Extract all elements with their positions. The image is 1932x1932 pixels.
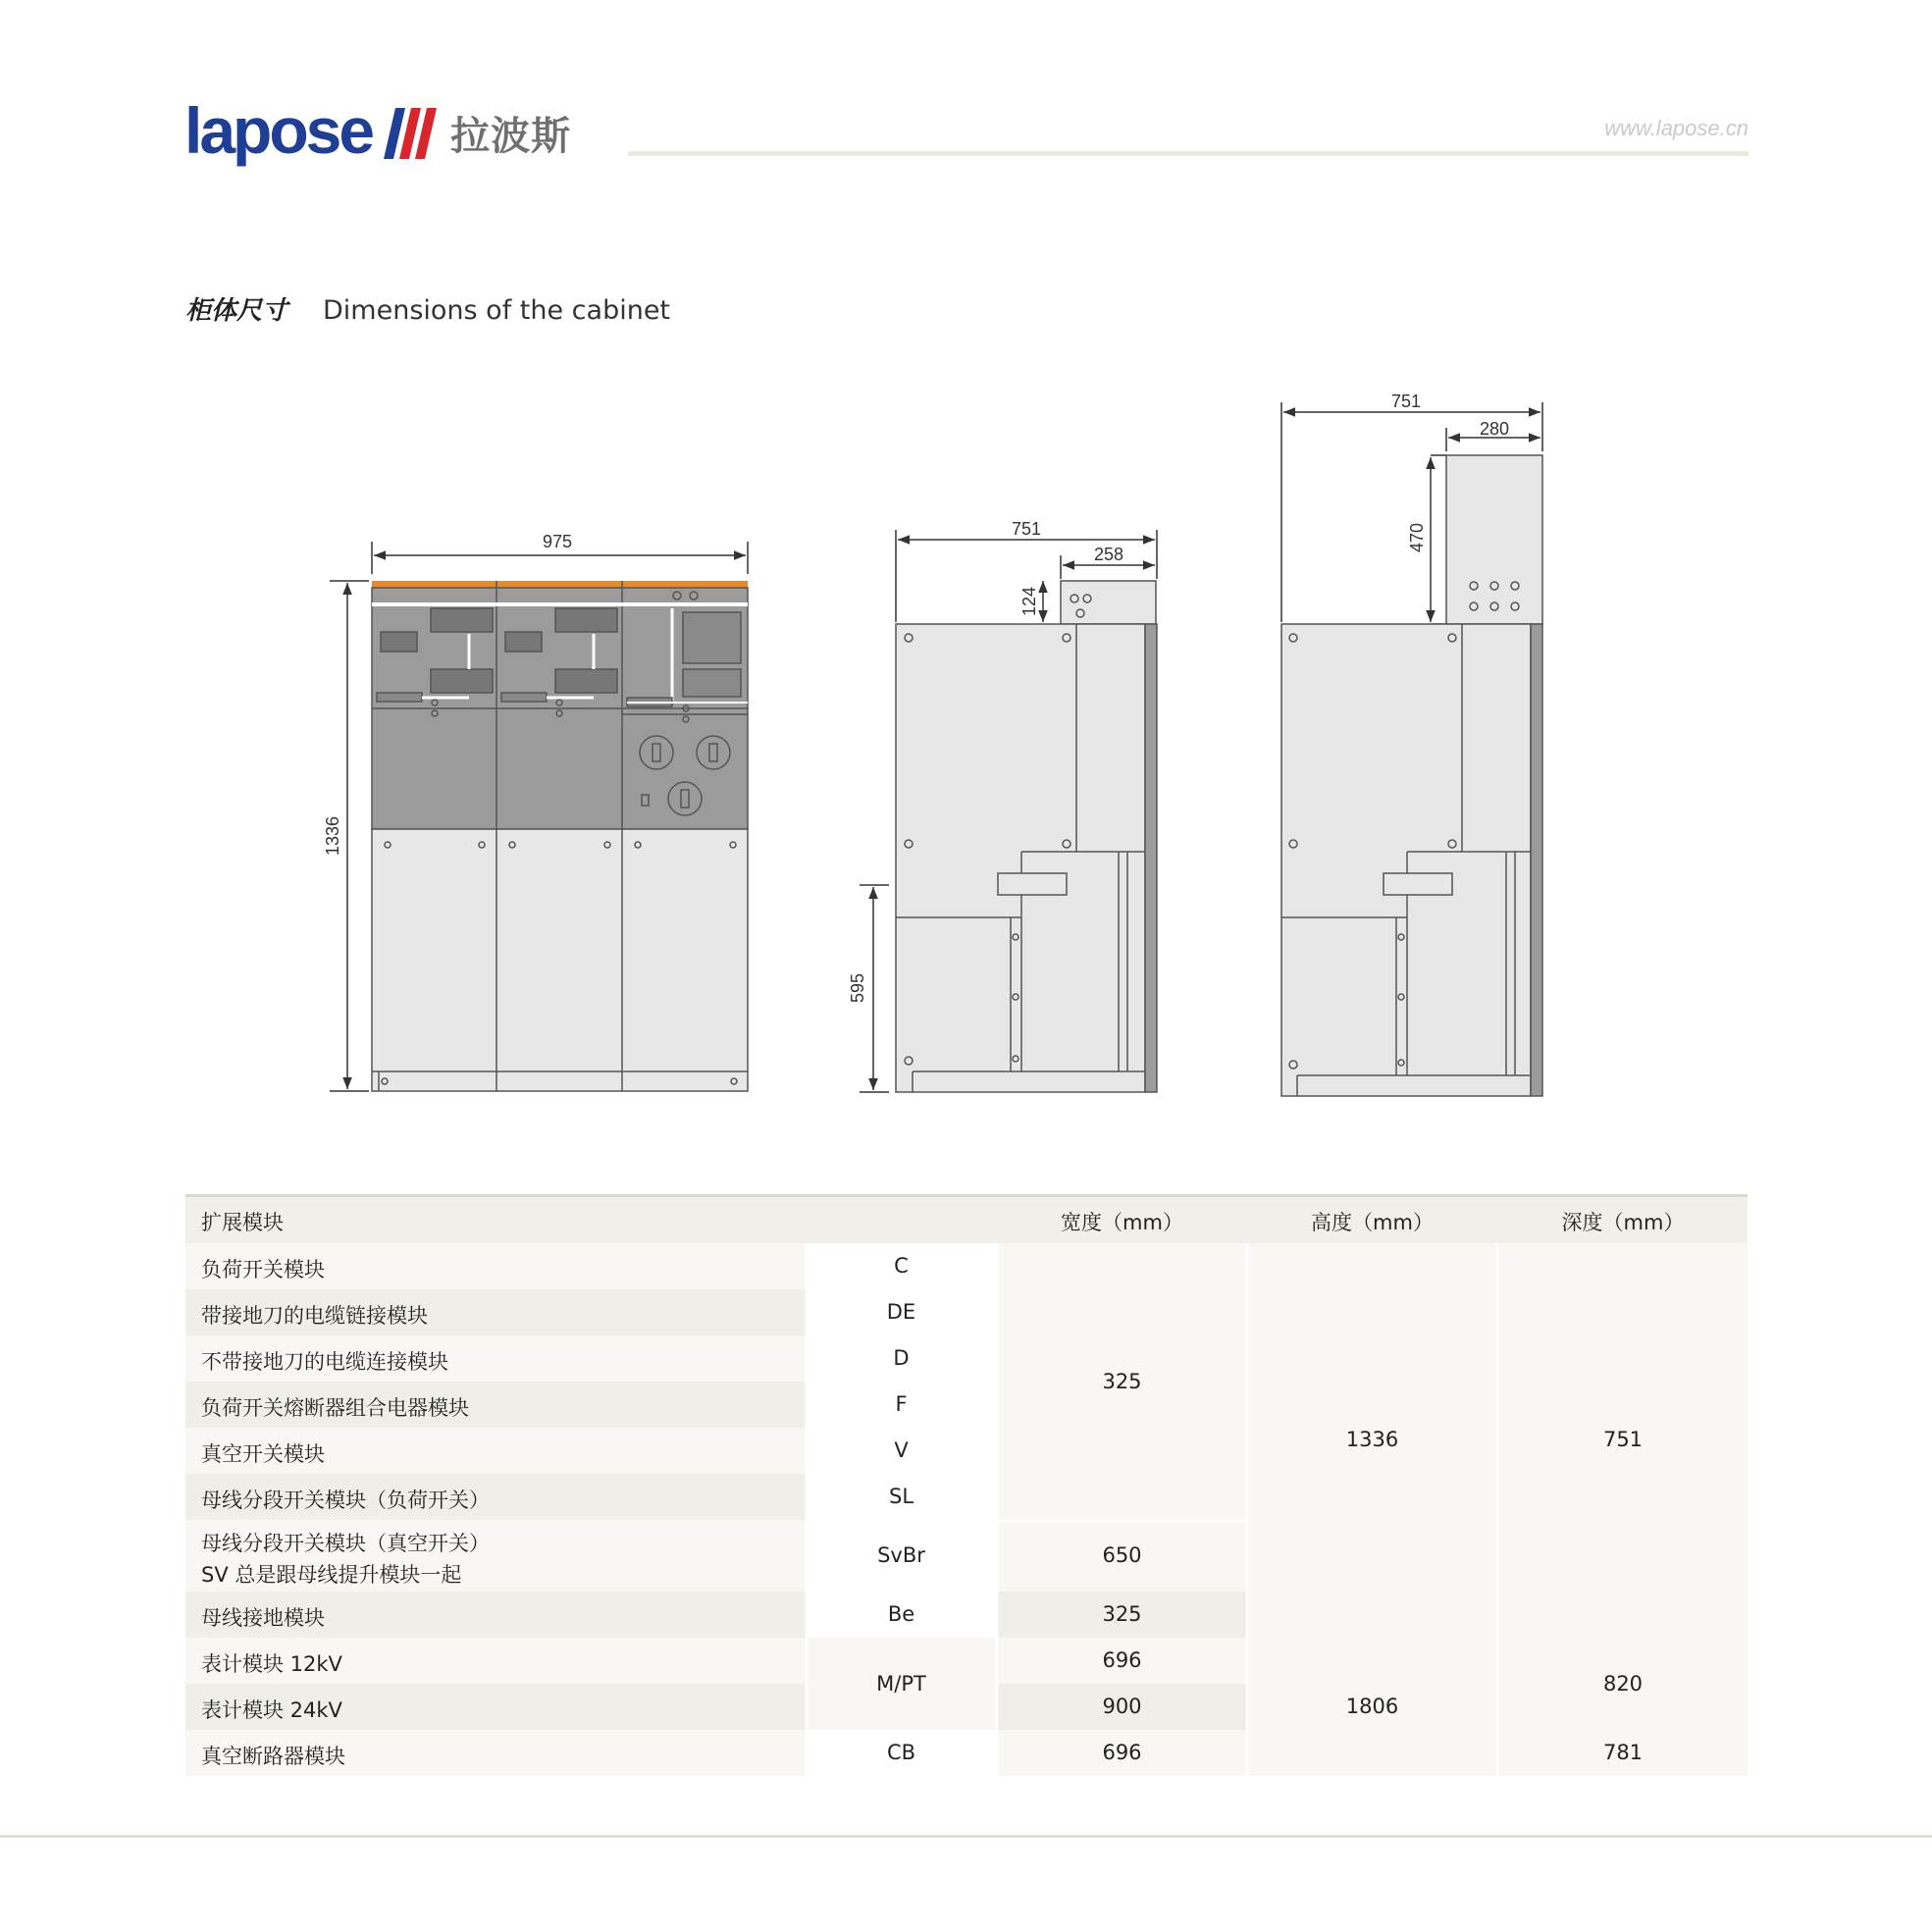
table-height: 1806	[1345, 1695, 1399, 1718]
website-url[interactable]: www.lapose.cn	[1604, 116, 1749, 140]
section-title-cn: 柜体尺寸	[185, 296, 288, 326]
table-width: 650	[1102, 1543, 1142, 1567]
table-height: 1336	[1345, 1428, 1399, 1451]
table-code: Be	[887, 1602, 915, 1626]
side1-lower-height-label: 595	[848, 972, 867, 1004]
table-row-note: SV 总是跟母线提升模块一起	[201, 1563, 462, 1587]
table-code: C	[894, 1254, 909, 1278]
table-code: D	[893, 1346, 910, 1370]
table-row: 表计模块 24kV	[201, 1698, 342, 1722]
table-code: M/PT	[876, 1672, 926, 1696]
front-height-label: 1336	[323, 815, 342, 857]
table-depth: 820	[1602, 1672, 1644, 1696]
table-code: F	[895, 1392, 908, 1416]
table-row: 负荷开关模块	[201, 1258, 325, 1281]
header-depth: 深度（mm）	[1561, 1211, 1685, 1234]
table-row: 母线接地模块	[201, 1606, 325, 1630]
table-row: 带接地刀的电缆链接模块	[201, 1304, 428, 1328]
front-width-label: 975	[542, 532, 573, 551]
table-depth: 781	[1602, 1741, 1644, 1764]
table-row: 真空断路器模块	[201, 1745, 345, 1768]
side2-top-height-label: 470	[1407, 522, 1427, 553]
table-width: 325	[1102, 1370, 1142, 1393]
side2-depth-label: 751	[1390, 392, 1422, 411]
header-width: 宽度（mm）	[1061, 1211, 1183, 1234]
logo-chinese-name: 拉波斯	[450, 114, 572, 159]
table-row: 真空开关模块	[201, 1442, 325, 1466]
side2-top-width-label: 280	[1479, 419, 1510, 439]
table-row: 表计模块 12kV	[201, 1652, 342, 1676]
footer-divider	[0, 1835, 1932, 1838]
section-title-en: Dimensions of the cabinet	[323, 295, 671, 326]
logo-wordmark: lapose	[184, 94, 373, 167]
table-row: 不带接地刀的电缆连接模块	[201, 1350, 448, 1374]
header-module: 扩展模块	[201, 1211, 284, 1234]
table-width: 696	[1102, 1648, 1142, 1672]
table-width: 900	[1102, 1695, 1142, 1718]
side1-top-width-label: 258	[1093, 545, 1124, 564]
table-code: V	[894, 1438, 909, 1462]
header-height: 高度（mm）	[1311, 1211, 1434, 1234]
table-code: DE	[886, 1300, 916, 1324]
table-row: 母线分段开关模块（负荷开关）	[201, 1488, 490, 1512]
table-row: 负荷开关熔断器组合电器模块	[201, 1396, 469, 1420]
table-row: 母线分段开关模块（真空开关）	[201, 1532, 490, 1555]
table-code: SvBr	[877, 1543, 925, 1567]
table-code: CB	[886, 1741, 916, 1764]
table-width: 696	[1102, 1741, 1142, 1764]
table-width: 325	[1102, 1602, 1142, 1626]
table-code: SL	[888, 1485, 914, 1508]
table-depth: 751	[1602, 1428, 1644, 1451]
side1-depth-label: 751	[1011, 519, 1042, 539]
side1-top-height-label: 124	[1019, 586, 1039, 617]
